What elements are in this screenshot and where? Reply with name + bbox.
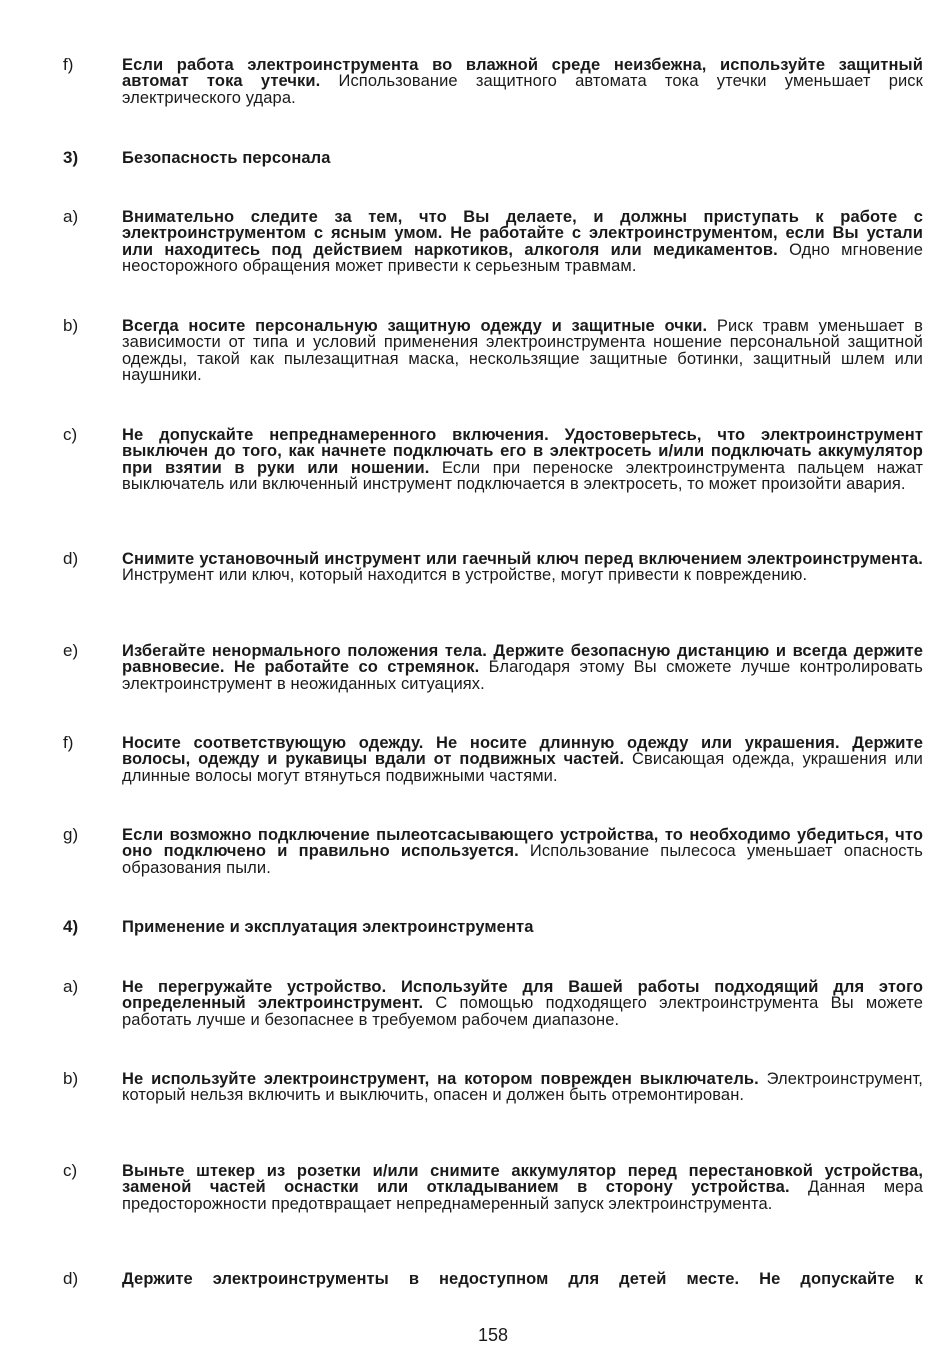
paragraph-bold: Не перегружайте устройство. Используйте для Вашей работы подходящий для этого определенный электроинструмент. — [122, 978, 923, 1013]
section-number: 3) — [63, 148, 79, 167]
paragraph-text — [122, 735, 923, 784]
item-marker: f) — [63, 55, 74, 74]
paragraph-text — [122, 427, 923, 492]
paragraph-normal: Электроинструмент, который нельзя включить и выключить, опасен и должен быть отремонтирован. — [122, 1070, 923, 1105]
paragraph-bold: Не используйте электроинструмент, на котором поврежден выключатель. — [122, 1070, 759, 1088]
paragraph-text — [122, 827, 923, 876]
item-marker: e) — [63, 641, 79, 660]
item-marker: b) — [63, 1069, 79, 1088]
paragraph-text — [122, 551, 923, 584]
paragraph-bold: Внимательно следите за тем, что Вы делаете, и должны приступать к работе с электроинструментом с ясным умом. Не работайте с электроинструментом, если Вы устали или находитесь под действием наркотиков, алкоголя или медикаментов. — [122, 208, 923, 259]
paragraph-normal: Использование пылесоса уменьшает опасность образования пыли. — [122, 842, 923, 877]
paragraph-text — [122, 57, 923, 106]
item-marker: g) — [63, 825, 79, 844]
paragraph-bold: Всегда носите персональную защитную одежду и защитные очки. — [122, 317, 708, 335]
paragraph-normal: Одно мгновение неосторожного обращения может привести к серьезным травмам. — [122, 240, 923, 275]
paragraph-bold: Не допускайте непреднамеренного включения. Удостоверьтесь, что электроинструмент выключен до того, как начнете подключать его в электросеть и/или подключать аккумулятор при взятии в руки или ношении. — [122, 426, 923, 477]
paragraph-normal: Благодаря этому Вы сможете лучше контролировать электроинструмент в неожиданных ситуациях. — [122, 658, 924, 693]
paragraph-normal: Если при переноске электроинструмента пальцем нажат выключатель или включенный инструмент подключается в электросеть, то может произойти авария. — [122, 458, 923, 493]
paragraph-normal: Инструмент или ключ, который находится в устройстве, могут привести к повреждению. — [122, 566, 808, 585]
paragraph-text — [122, 1071, 923, 1104]
section-title: Применение и эксплуатация электроинструмента — [122, 918, 534, 936]
paragraph-bold: Если работа электроинструмента во влажной среде неизбежна, используйте защитный автомат тока утечки. — [122, 56, 923, 91]
paragraph-normal: Использование защитного автомата тока утечки уменьшает риск электрического удара. — [122, 72, 923, 107]
paragraph-bold: Выньте штекер из розетки и/или снимите аккумулятор перед перестановкой устройства, заменой частей оснастки или откладыванием в сторону устройства. — [122, 1162, 923, 1197]
item-marker: d) — [63, 549, 79, 568]
paragraph-bold: Носите соответствующую одежду. Не носите длинную одежду или украшения. Держите волосы, одежду и рукавицы вдали от подвижных частей. — [122, 734, 923, 769]
paragraph-normal: Данная мера предосторожности предотвращает непреднамеренный запуск электроинструмента. — [122, 1178, 923, 1213]
item-marker: c) — [63, 425, 78, 444]
paragraph-text — [122, 643, 923, 692]
item-marker: a) — [63, 207, 79, 226]
item-marker: d) — [63, 1269, 79, 1288]
item-marker: b) — [63, 316, 79, 335]
item-marker: f) — [63, 733, 74, 752]
paragraph-bold: Держите электроинструменты в недоступном для детей месте. Не допускайте к — [122, 1270, 923, 1288]
paragraph-text — [122, 1271, 923, 1287]
paragraph-text — [122, 318, 923, 383]
paragraph-normal: С помощью подходящего электроинструмента Вы можете работать лучше и безопаснее в требуемом рабочем диапазоне. — [122, 994, 923, 1029]
section-number: 4) — [63, 917, 79, 936]
paragraph-text — [122, 1163, 923, 1212]
paragraph-bold: Если возможно подключение пылеотсасывающего устройства, то необходимо убедиться, что оно подключено и правильно используется. — [122, 826, 923, 861]
paragraph-normal: Риск травм уменьшает в зависимости от типа и условий применения электроинструмента ношение персональной защитной одежды, такой как пылезащитная маска, нескользящие защитные ботинки, защитный шлем или наушники. — [122, 317, 923, 384]
paragraph-normal: Свисающая одежда, украшения или длинные волосы могут втянуться подвижными частями. — [122, 750, 923, 785]
paragraph-text — [122, 209, 923, 274]
paragraph-bold: Избегайте ненормального положения тела. Держите безопасную дистанцию и всегда держите равновесие. Не работайте со стремянок. — [122, 642, 923, 677]
item-marker: a) — [63, 977, 79, 996]
page-number: 158 — [477, 1325, 509, 1345]
paragraph-bold: Снимите установочный инструмент или гаечный ключ перед включением электроинструмента. — [122, 550, 923, 568]
paragraph-text — [122, 979, 923, 1028]
section-title: Безопасность персонала — [122, 149, 331, 167]
item-marker: c) — [63, 1161, 78, 1180]
